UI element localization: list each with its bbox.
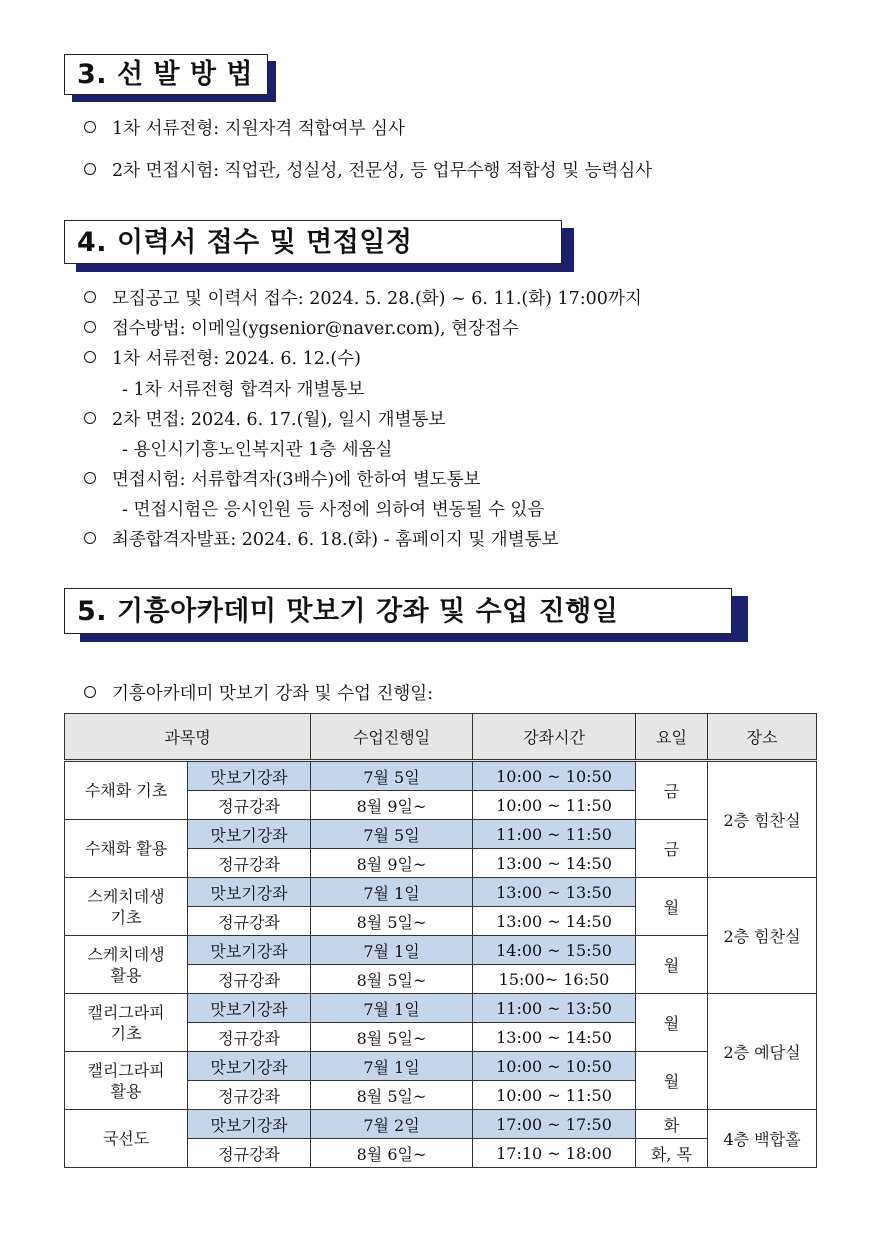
type-cell: 정규강좌 bbox=[188, 849, 311, 878]
date-cell: 8월 5일~ bbox=[311, 1081, 473, 1110]
day-cell: 월 bbox=[636, 878, 708, 936]
time-cell: 11:00 ~ 13:50 bbox=[473, 994, 636, 1023]
date-cell: 8월 9일~ bbox=[311, 849, 473, 878]
time-cell: 10:00 ~ 11:50 bbox=[473, 1081, 636, 1110]
circle-bullet-icon bbox=[84, 291, 96, 303]
circle-bullet-icon bbox=[84, 472, 96, 484]
circle-bullet-icon bbox=[84, 686, 96, 698]
date-cell: 8월 5일~ bbox=[311, 907, 473, 936]
type-cell: 맛보기강좌 bbox=[188, 1110, 311, 1139]
type-cell: 맛보기강좌 bbox=[188, 820, 311, 849]
day-cell: 월 bbox=[636, 994, 708, 1052]
item-text: 2차 면접시험: 직업관, 성실성, 전문성, 등 업무수행 적합성 및 능력심사 bbox=[112, 161, 653, 181]
schedule-item bbox=[84, 406, 445, 431]
date-cell: 8월 6일~ bbox=[311, 1139, 473, 1168]
section3-item bbox=[84, 115, 405, 140]
schedule-table bbox=[64, 713, 817, 1168]
item-text: - 1차 서류전형 합격자 개별통보 bbox=[122, 380, 365, 400]
section4-title-text: 4. 이력서 접수 및 면접일정 bbox=[64, 220, 562, 264]
schedule-item bbox=[84, 315, 519, 340]
schedule-item bbox=[84, 526, 558, 551]
schedule-item bbox=[84, 285, 642, 310]
subject-cell: 캘리그라피 활용 bbox=[65, 1052, 188, 1110]
circle-bullet-icon bbox=[84, 163, 96, 175]
circle-bullet-icon bbox=[84, 532, 96, 544]
item-text: 2차 면접: 2024. 6. 17.(월), 일시 개별통보 bbox=[112, 410, 446, 430]
subject-cell: 스케치데생 활용 bbox=[65, 936, 188, 994]
intro-text: 기흥아카데미 맛보기 강좌 및 수업 진행일: bbox=[112, 684, 434, 704]
table-row bbox=[65, 936, 817, 965]
table-row bbox=[65, 1110, 817, 1139]
type-cell: 정규강좌 bbox=[188, 1081, 311, 1110]
type-cell: 맛보기강좌 bbox=[188, 1052, 311, 1081]
table-row bbox=[65, 1052, 817, 1081]
time-cell: 13:00 ~ 13:50 bbox=[473, 878, 636, 907]
schedule-subitem bbox=[122, 376, 364, 401]
time-cell: 10:00 ~ 11:50 bbox=[473, 791, 636, 820]
time-cell: 17:10 ~ 18:00 bbox=[473, 1139, 636, 1168]
place-cell: 4층 백합홀 bbox=[708, 1110, 817, 1168]
item-text: 최종합격자발표: 2024. 6. 18.(화) - 홈페이지 및 개별통보 bbox=[112, 530, 559, 550]
time-cell: 14:00 ~ 15:50 bbox=[473, 936, 636, 965]
type-cell: 맛보기강좌 bbox=[188, 761, 311, 791]
item-text: 1차 서류전형: 지원자격 적합여부 심사 bbox=[112, 119, 405, 139]
table-row bbox=[65, 994, 817, 1023]
day-cell: 화, 목 bbox=[636, 1139, 708, 1168]
header-time: 강좌시간 bbox=[473, 714, 636, 761]
subject-cell: 수채화 기초 bbox=[65, 761, 188, 820]
date-cell: 7월 1일 bbox=[311, 994, 473, 1023]
time-cell: 17:00 ~ 17:50 bbox=[473, 1110, 636, 1139]
circle-bullet-icon bbox=[84, 412, 96, 424]
type-cell: 맛보기강좌 bbox=[188, 994, 311, 1023]
place-cell: 2층 힘찬실 bbox=[708, 761, 817, 878]
day-cell: 금 bbox=[636, 761, 708, 820]
item-text: - 용인시기흥노인복지관 1층 세움실 bbox=[122, 440, 393, 460]
table-header-row bbox=[65, 714, 817, 761]
subject-cell: 수채화 활용 bbox=[65, 820, 188, 878]
item-text: - 면접시험은 응시인원 등 사정에 의하여 변동될 수 있음 bbox=[122, 500, 545, 520]
date-cell: 7월 5일 bbox=[311, 761, 473, 791]
day-cell: 월 bbox=[636, 1052, 708, 1110]
section3-title-text: 3. 선 발 방 법 bbox=[64, 54, 268, 95]
section5-intro bbox=[84, 680, 433, 705]
time-cell: 13:00 ~ 14:50 bbox=[473, 907, 636, 936]
place-cell: 2층 힘찬실 bbox=[708, 878, 817, 994]
day-cell: 월 bbox=[636, 936, 708, 994]
date-cell: 8월 9일~ bbox=[311, 791, 473, 820]
circle-bullet-icon bbox=[84, 121, 96, 133]
table-row bbox=[65, 761, 817, 791]
header-place: 장소 bbox=[708, 714, 817, 761]
type-cell: 정규강좌 bbox=[188, 907, 311, 936]
section3-item bbox=[84, 157, 652, 182]
header-day: 요일 bbox=[636, 714, 708, 761]
time-cell: 10:00 ~ 10:50 bbox=[473, 761, 636, 791]
item-text: 모집공고 및 이력서 접수: 2024. 5. 28.(화) ~ 6. 11.(화) 17:00까지 bbox=[112, 289, 642, 309]
time-cell: 13:00 ~ 14:50 bbox=[473, 1023, 636, 1052]
header-date: 수업진행일 bbox=[311, 714, 473, 761]
date-cell: 7월 5일 bbox=[311, 820, 473, 849]
type-cell: 맛보기강좌 bbox=[188, 878, 311, 907]
date-cell: 8월 5일~ bbox=[311, 965, 473, 994]
date-cell: 7월 1일 bbox=[311, 1052, 473, 1081]
item-text: 1차 서류전형: 2024. 6. 12.(수) bbox=[112, 349, 361, 369]
day-cell: 금 bbox=[636, 820, 708, 878]
schedule-item bbox=[84, 345, 361, 370]
date-cell: 7월 2일 bbox=[311, 1110, 473, 1139]
subject-cell: 캘리그라피 기초 bbox=[65, 994, 188, 1052]
time-cell: 10:00 ~ 10:50 bbox=[473, 1052, 636, 1081]
circle-bullet-icon bbox=[84, 351, 96, 363]
date-cell: 8월 5일~ bbox=[311, 1023, 473, 1052]
subject-cell: 국선도 bbox=[65, 1110, 188, 1168]
time-cell: 11:00 ~ 11:50 bbox=[473, 820, 636, 849]
item-text: 면접시험: 서류합격자(3배수)에 한하여 별도통보 bbox=[112, 470, 481, 490]
item-text: 접수방법: 이메일(ygsenior@naver.com), 현장접수 bbox=[112, 319, 519, 339]
type-cell: 정규강좌 bbox=[188, 1139, 311, 1168]
day-cell: 화 bbox=[636, 1110, 708, 1139]
place-cell: 2층 예담실 bbox=[708, 994, 817, 1110]
table-row bbox=[65, 878, 817, 907]
schedule-subitem bbox=[122, 436, 392, 461]
circle-bullet-icon bbox=[84, 321, 96, 333]
header-subject: 과목명 bbox=[65, 714, 311, 761]
date-cell: 7월 1일 bbox=[311, 936, 473, 965]
time-cell: 15:00~ 16:50 bbox=[473, 965, 636, 994]
date-cell: 7월 1일 bbox=[311, 878, 473, 907]
type-cell: 정규강좌 bbox=[188, 965, 311, 994]
type-cell: 맛보기강좌 bbox=[188, 936, 311, 965]
schedule-item bbox=[84, 466, 481, 491]
type-cell: 정규강좌 bbox=[188, 1023, 311, 1052]
table-row bbox=[65, 820, 817, 849]
time-cell: 13:00 ~ 14:50 bbox=[473, 849, 636, 878]
table-body bbox=[65, 761, 817, 1168]
subject-cell: 스케치데생 기초 bbox=[65, 878, 188, 936]
schedule-subitem bbox=[122, 496, 544, 521]
section5-title-text: 5. 기흥아카데미 맛보기 강좌 및 수업 진행일 bbox=[64, 588, 732, 634]
type-cell: 정규강좌 bbox=[188, 791, 311, 820]
